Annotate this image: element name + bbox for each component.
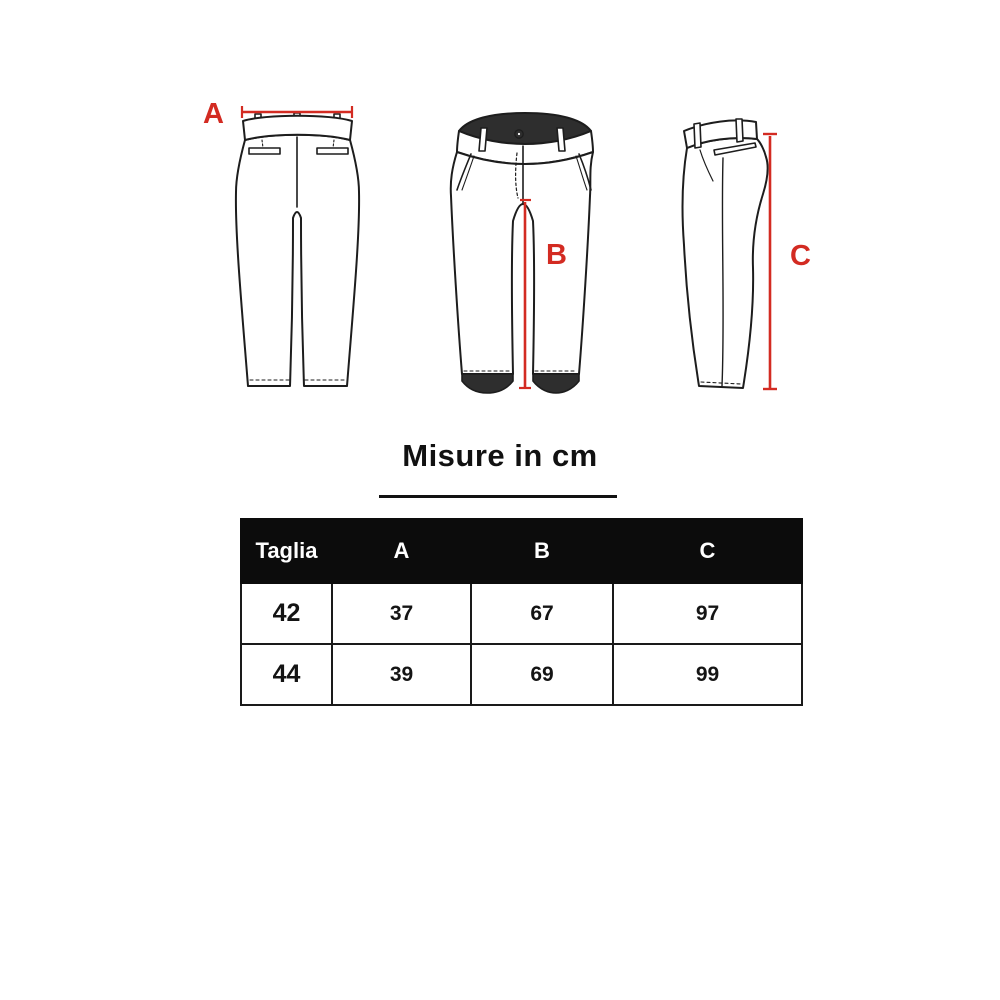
belt-loop <box>557 128 565 151</box>
pants-back-view <box>236 113 359 386</box>
back-pocket <box>317 148 348 154</box>
table-row <box>241 644 802 705</box>
size-cell: 44 <box>241 644 332 705</box>
value-cell-a: 39 <box>332 644 471 705</box>
back-pocket <box>249 148 280 154</box>
pants-side-view <box>683 119 768 388</box>
cuff-interior <box>533 374 579 393</box>
size-table <box>240 518 803 706</box>
button-center <box>518 133 520 135</box>
size-cell: 42 <box>241 583 332 644</box>
measure-line-b <box>519 200 531 388</box>
measure-label-a: A <box>203 98 224 130</box>
title-block <box>0 438 1000 474</box>
belt-loop <box>736 119 743 142</box>
value-cell-a: 37 <box>332 583 471 644</box>
cuff-interior <box>462 374 513 393</box>
measure-label-c: C <box>790 240 811 272</box>
pants-body <box>683 138 768 388</box>
belt-loop <box>479 128 487 151</box>
pants-front-view <box>451 113 593 393</box>
table-row <box>241 583 802 644</box>
col-header-a: A <box>332 519 471 583</box>
pants-technical-drawings <box>0 0 1000 430</box>
value-cell-c: 99 <box>613 644 802 705</box>
page-title: Misure in cm <box>402 438 598 473</box>
col-header-c: C <box>613 519 802 583</box>
table-header-row <box>241 519 802 583</box>
measure-label-b: B <box>546 239 567 271</box>
value-cell-b: 67 <box>471 583 613 644</box>
title-underline <box>379 495 617 498</box>
pants-body <box>451 152 593 374</box>
col-header-b: B <box>471 519 613 583</box>
value-cell-b: 69 <box>471 644 613 705</box>
value-cell-c: 97 <box>613 583 802 644</box>
belt-loop <box>694 123 701 148</box>
col-header-taglia: Taglia <box>241 519 332 583</box>
